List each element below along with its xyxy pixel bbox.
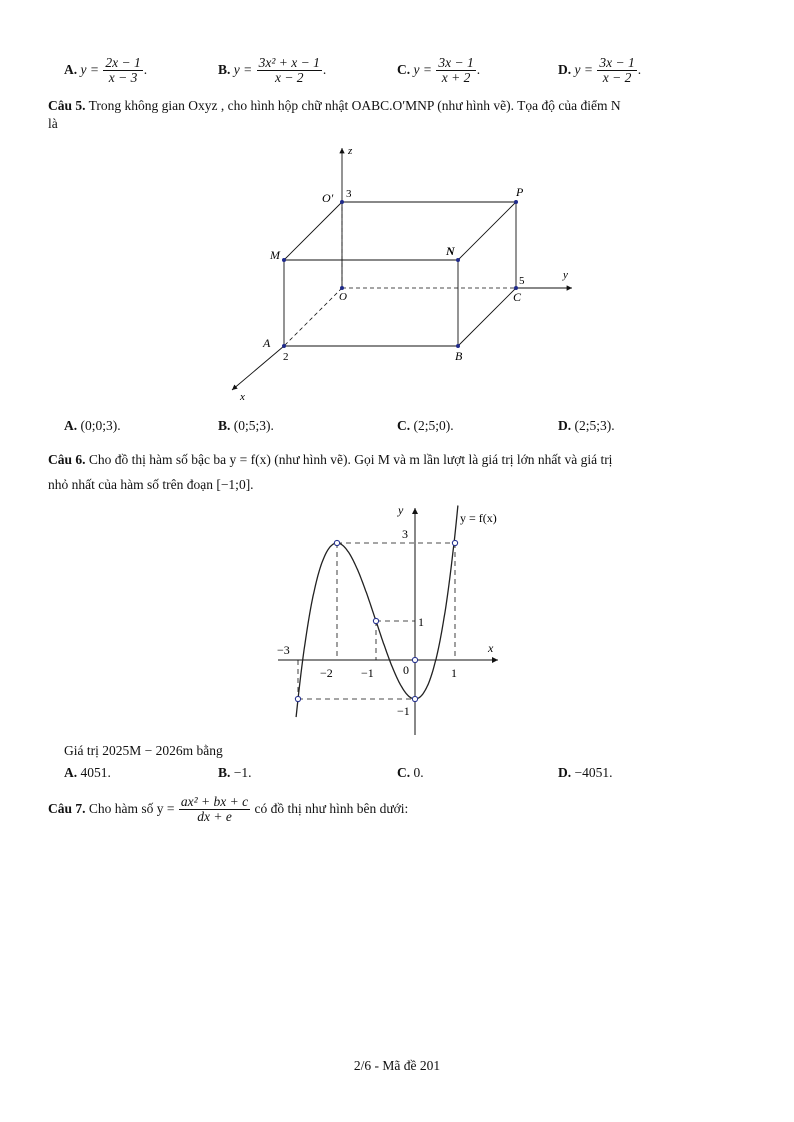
svg-text:x: x	[488, 641, 494, 655]
svg-text:−3: −3	[277, 643, 290, 657]
q6-option-c: C. 0.	[397, 765, 424, 780]
q5-option-a: A. (0;0;3).	[64, 418, 121, 433]
svg-text:3: 3	[346, 188, 352, 200]
q7-statement: Câu 7. Cho hàm số y = $\frac{\text{ax² + bx + c}}{dx + e}$ có đồ thị như hình bên dưới:	[48, 794, 409, 825]
svg-text:y = f(x): y = f(x)	[460, 511, 497, 525]
q6-text-line1: Cho đồ thị hàm số bậc ba y = f(x) (như hình vẽ). Gọi M và m lần lượt là giá trị lớn nhất và giá trị	[88, 452, 613, 467]
q7-label: Câu 7.	[48, 800, 86, 816]
svg-text:O′: O′	[322, 191, 334, 205]
svg-text:C: C	[513, 290, 522, 304]
svg-text:N: N	[446, 244, 455, 258]
svg-text:y: y	[563, 269, 568, 281]
svg-text:0: 0	[403, 663, 409, 677]
q5-text-line1: Trong không gian Oxyz , cho hình hộp chữ nhật OABC.O′MNP (như hình vẽ). Tọa độ của điểm N	[88, 98, 621, 113]
svg-text:−1: −1	[397, 704, 410, 718]
svg-text:1: 1	[418, 615, 424, 629]
svg-text:−1: −1	[361, 666, 374, 680]
q6-option-d: D. −4051.	[558, 765, 613, 780]
cubic-curve	[296, 506, 458, 718]
svg-text:3: 3	[402, 527, 408, 541]
svg-text:O: O	[339, 291, 347, 303]
q6-option-a: A. 4051.	[64, 765, 111, 780]
q5-option-c: C. (2;5;0).	[397, 418, 454, 433]
svg-text:z: z	[348, 145, 353, 157]
svg-text:P: P	[516, 185, 524, 199]
svg-text:y: y	[398, 503, 404, 517]
q5-text-line2: là	[48, 116, 58, 131]
svg-text:2: 2	[283, 351, 289, 363]
svg-text:5: 5	[519, 275, 525, 287]
q4-option-b: B. y = $\frac{\text{3x² + x − 1}}{x - 2}$ .	[218, 55, 327, 86]
q6-label: Câu 6.	[48, 452, 86, 467]
q6-option-b: B. −1.	[218, 765, 252, 780]
q5-label: Câu 5.	[48, 98, 86, 113]
q5-option-d: D. (2;5;3).	[558, 418, 615, 433]
q4-option-c: C. y = $\frac{3x - 1}{x + 2}$ .	[397, 55, 481, 86]
q6-prompt: Giá trị 2025M − 2026m bằng	[64, 743, 223, 758]
svg-text:B: B	[455, 349, 463, 363]
q4-option-d: D. y = $\frac{3x - 1}{x - 2}$ .	[558, 55, 642, 86]
q4-option-a: A. y = $\frac{2x - 1}{x - 3}$ .	[64, 55, 148, 86]
svg-text:1: 1	[451, 666, 457, 680]
page-footer: 2/6 - Mã đề 201	[353, 1058, 441, 1073]
q6-text-line2: nhỏ nhất của hàm số trên đoạn [−1;0].	[48, 477, 254, 492]
svg-text:M: M	[270, 248, 280, 262]
svg-text:x: x	[240, 391, 245, 403]
q5-option-b: B. (0;5;3).	[218, 418, 274, 433]
svg-text:−2: −2	[320, 666, 333, 680]
svg-text:A: A	[263, 336, 271, 350]
